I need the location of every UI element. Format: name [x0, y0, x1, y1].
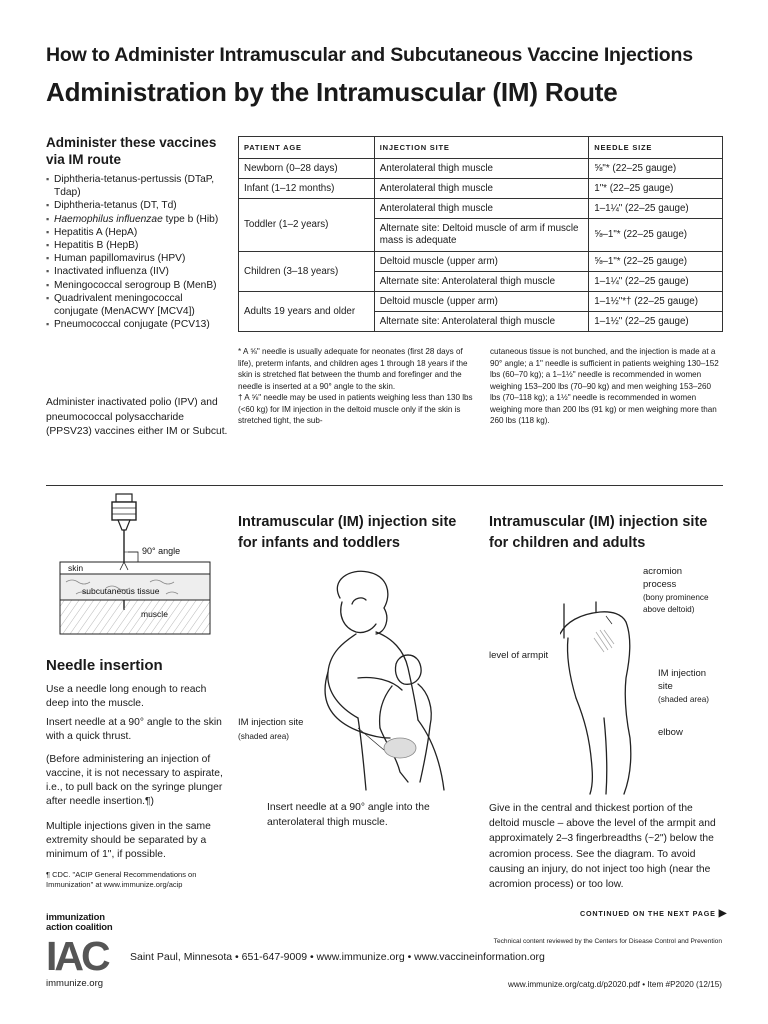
cell-size: ⅝–1"* (22–25 gauge): [589, 252, 723, 272]
adult-im-site-label-1: IM injection: [658, 668, 707, 679]
bony-prominence-label: (bony prominence: [643, 593, 709, 602]
footnote-asterisk: * A ⅝" needle is usually adequate for neonates (first 28 days of life), preterm infants, and children ages 1 through 18 years if the skin is stretched flat between the thumb and forefinger and the needle is inserted at a 90° angle to the skin.: [238, 347, 468, 391]
adult-im-site-label-2: site: [658, 681, 673, 692]
table-row: [239, 159, 723, 179]
muscle-label: muscle: [141, 609, 168, 619]
vaccine-item: ▪ Hepatitis B (HepB): [46, 239, 228, 252]
cell-age: Newborn (0–28 days): [239, 159, 375, 179]
iac-logo: immunization action coalition IAC immunize.org: [46, 912, 113, 989]
elbow-label: elbow: [658, 727, 683, 738]
cell-site: Anterolateral thigh muscle: [374, 179, 589, 199]
needle-insertion-p2: Insert needle at a 90° angle to the skin with a quick thrust.: [46, 717, 222, 742]
adult-arm-illustration: [560, 598, 640, 796]
acromion-label: acromion: [643, 566, 683, 577]
process-label: process: [643, 579, 677, 590]
vaccine-item: ▪ Inactivated influenza (IIV): [46, 265, 228, 278]
page-title: Administration by the Intramuscular (IM) Route: [46, 77, 618, 107]
footnote-dagger: † A ⅝" needle may be used in patients weighing less than 130 lbs (<60 kg) for IM injection in the deltoid muscle only if the skin is stretched tight, the sub-: [238, 393, 473, 425]
col-header-needle-size: NEEDLE SIZE: [589, 137, 723, 159]
adult-site-caption: Give in the central and thickest portion of the deltoid muscle – above the level of the armpit and approximately 2–3 fingerbreadths (~2") below the acromion process. See the diagram. To avoid causing an injury, do not inject too high (near the acromion process) or too low.: [489, 803, 716, 891]
cell-size: 1–1½" (22–25 gauge): [589, 312, 723, 332]
contact-address: Saint Paul, Minnesota • 651-647-9009 • www.immunize.org • www.vaccineinformation.org: [130, 951, 545, 963]
vaccine-list-title: Administer these vaccines via IM route: [46, 135, 217, 167]
infant-site-title: Intramuscular (IM) injection site for infants and toddlers: [238, 514, 457, 551]
subcutaneous-label: subcutaneous tissue: [82, 586, 160, 596]
table-header-row: [239, 137, 723, 159]
needle-insertion-p4: Multiple injections given in the same extremity should be separated by a minimum of 1", if possible.: [46, 821, 211, 860]
table-footnotes-left: [238, 346, 478, 427]
cell-site: Alternate site: Anterolateral thigh muscle: [374, 312, 589, 332]
cell-age: Adults 19 years and older: [239, 292, 375, 332]
cell-site: Deltoid muscle (upper arm): [374, 252, 589, 272]
cell-size: 1"* (22–25 gauge): [589, 179, 723, 199]
vaccine-list: [46, 173, 228, 331]
vaccine-item: ▪ Pneumococcal conjugate (PCV13): [46, 318, 228, 331]
needle-insertion-diagram: [46, 490, 226, 640]
continued-note: CONTINUED ON THE NEXT PAGE ▶: [580, 908, 728, 919]
cell-age: Children (3–18 years): [239, 252, 375, 292]
vaccine-item: ▪ Meningococcal serogroup B (MenB): [46, 279, 228, 292]
needle-insertion-p1: Use a needle long enough to reach deep into the muscle.: [46, 684, 207, 709]
vaccine-item: ▪ Haemophilus influenzae type b (Hib): [46, 213, 228, 226]
cell-site: Anterolateral thigh muscle: [374, 199, 589, 219]
cdc-review-note: Technical content reviewed by the Centers for Disease Control and Prevention: [493, 938, 722, 945]
infant-im-site-sublabel: (shaded area): [238, 732, 289, 741]
cell-age: Toddler (1–2 years): [239, 199, 375, 252]
footnote-dagger-continued: cutaneous tissue is not bunched, and the injection is made at a 90° angle; a 1" needle is sufficient in patients weighing 130–152 lbs (60–70 kg); a 1–1½" needle is recommended in women weighing 153–200 lbs (70–90 kg) and men weighing 153–260 lbs (70–118 kg); a 1½" needle is recommended in women weighing more than 200 lbs (91 kg) or men weighing more than 260 lbs (118 kg).: [490, 347, 719, 425]
page-subtitle: How to Administer Intramuscular and Subcutaneous Vaccine Injections: [46, 44, 693, 66]
infant-site-caption: Insert needle at a 90° angle into the anterolateral thigh muscle.: [267, 802, 430, 828]
section-divider: [46, 485, 723, 486]
cell-size: 1–1¼" (22–25 gauge): [589, 272, 723, 292]
infant-im-site-label: IM injection site: [238, 717, 304, 728]
vaccine-item: ▪ Diphtheria-tetanus (DT, Td): [46, 199, 228, 212]
above-deltoid-label: above deltoid): [643, 605, 695, 614]
item-number: www.immunize.org/catg.d/p2020.pdf • Item #P2020 (12/15): [507, 980, 722, 989]
cell-size: 1–1½"*† (22–25 gauge): [589, 292, 723, 312]
skin-label: skin: [68, 563, 84, 573]
angle-label: 90° angle: [142, 546, 181, 556]
arrow-right-icon: ▶: [718, 908, 728, 919]
table-row: [239, 199, 723, 219]
cell-size: ⅝–1"* (22–25 gauge): [589, 219, 723, 252]
col-header-injection-site: INJECTION SITE: [374, 137, 589, 159]
vaccine-item: ▪ Diphtheria-tetanus-pertussis (DTaP, Tdap): [46, 173, 228, 199]
cell-site: Deltoid muscle (upper arm): [374, 292, 589, 312]
needle-insertion-title: Needle insertion: [46, 657, 163, 674]
table-row: [239, 292, 723, 312]
cell-size: 1–1¼" (22–25 gauge): [589, 199, 723, 219]
table-row: [239, 252, 723, 272]
cell-site: Alternate site: Deltoid muscle of arm if muscle mass is adequate: [374, 219, 589, 252]
adult-im-site-sublabel: (shaded area): [658, 695, 709, 704]
cell-site: Alternate site: Anterolateral thigh muscle: [374, 272, 589, 292]
cell-age: Infant (1–12 months): [239, 179, 375, 199]
cell-site: Anterolateral thigh muscle: [374, 159, 589, 179]
table-row: [239, 179, 723, 199]
needle-insertion-p3: (Before administering an injection of vaccine, it is not necessary to aspirate, i.e., to pull back on the syringe plunger after needle insertion.¶): [46, 754, 223, 807]
col-header-patient-age: PATIENT AGE: [239, 137, 375, 159]
vaccine-item: ▪ Quadrivalent meningococcal conjugate (MenACWY [MCV4]): [46, 292, 228, 318]
needle-insertion-footnote: ¶ CDC. "ACIP General Recommendations on Immunization" at www.immunize.org/acip: [46, 870, 197, 889]
armpit-label: level of armpit: [489, 650, 549, 661]
cell-size: ⅝"* (22–25 gauge): [589, 159, 723, 179]
needle-size-table: [238, 136, 723, 332]
infant-illustration: [300, 568, 480, 793]
vaccine-item: ▪ Human papillomavirus (HPV): [46, 252, 228, 265]
vaccine-note: Administer inactivated polio (IPV) and pneumococcal polysaccharide (PPSV23) vaccines either IM or Subcut.: [46, 397, 228, 437]
vaccine-item: ▪ Hepatitis A (HepA): [46, 226, 228, 239]
adult-site-title: Intramuscular (IM) injection site for children and adults: [489, 514, 708, 551]
